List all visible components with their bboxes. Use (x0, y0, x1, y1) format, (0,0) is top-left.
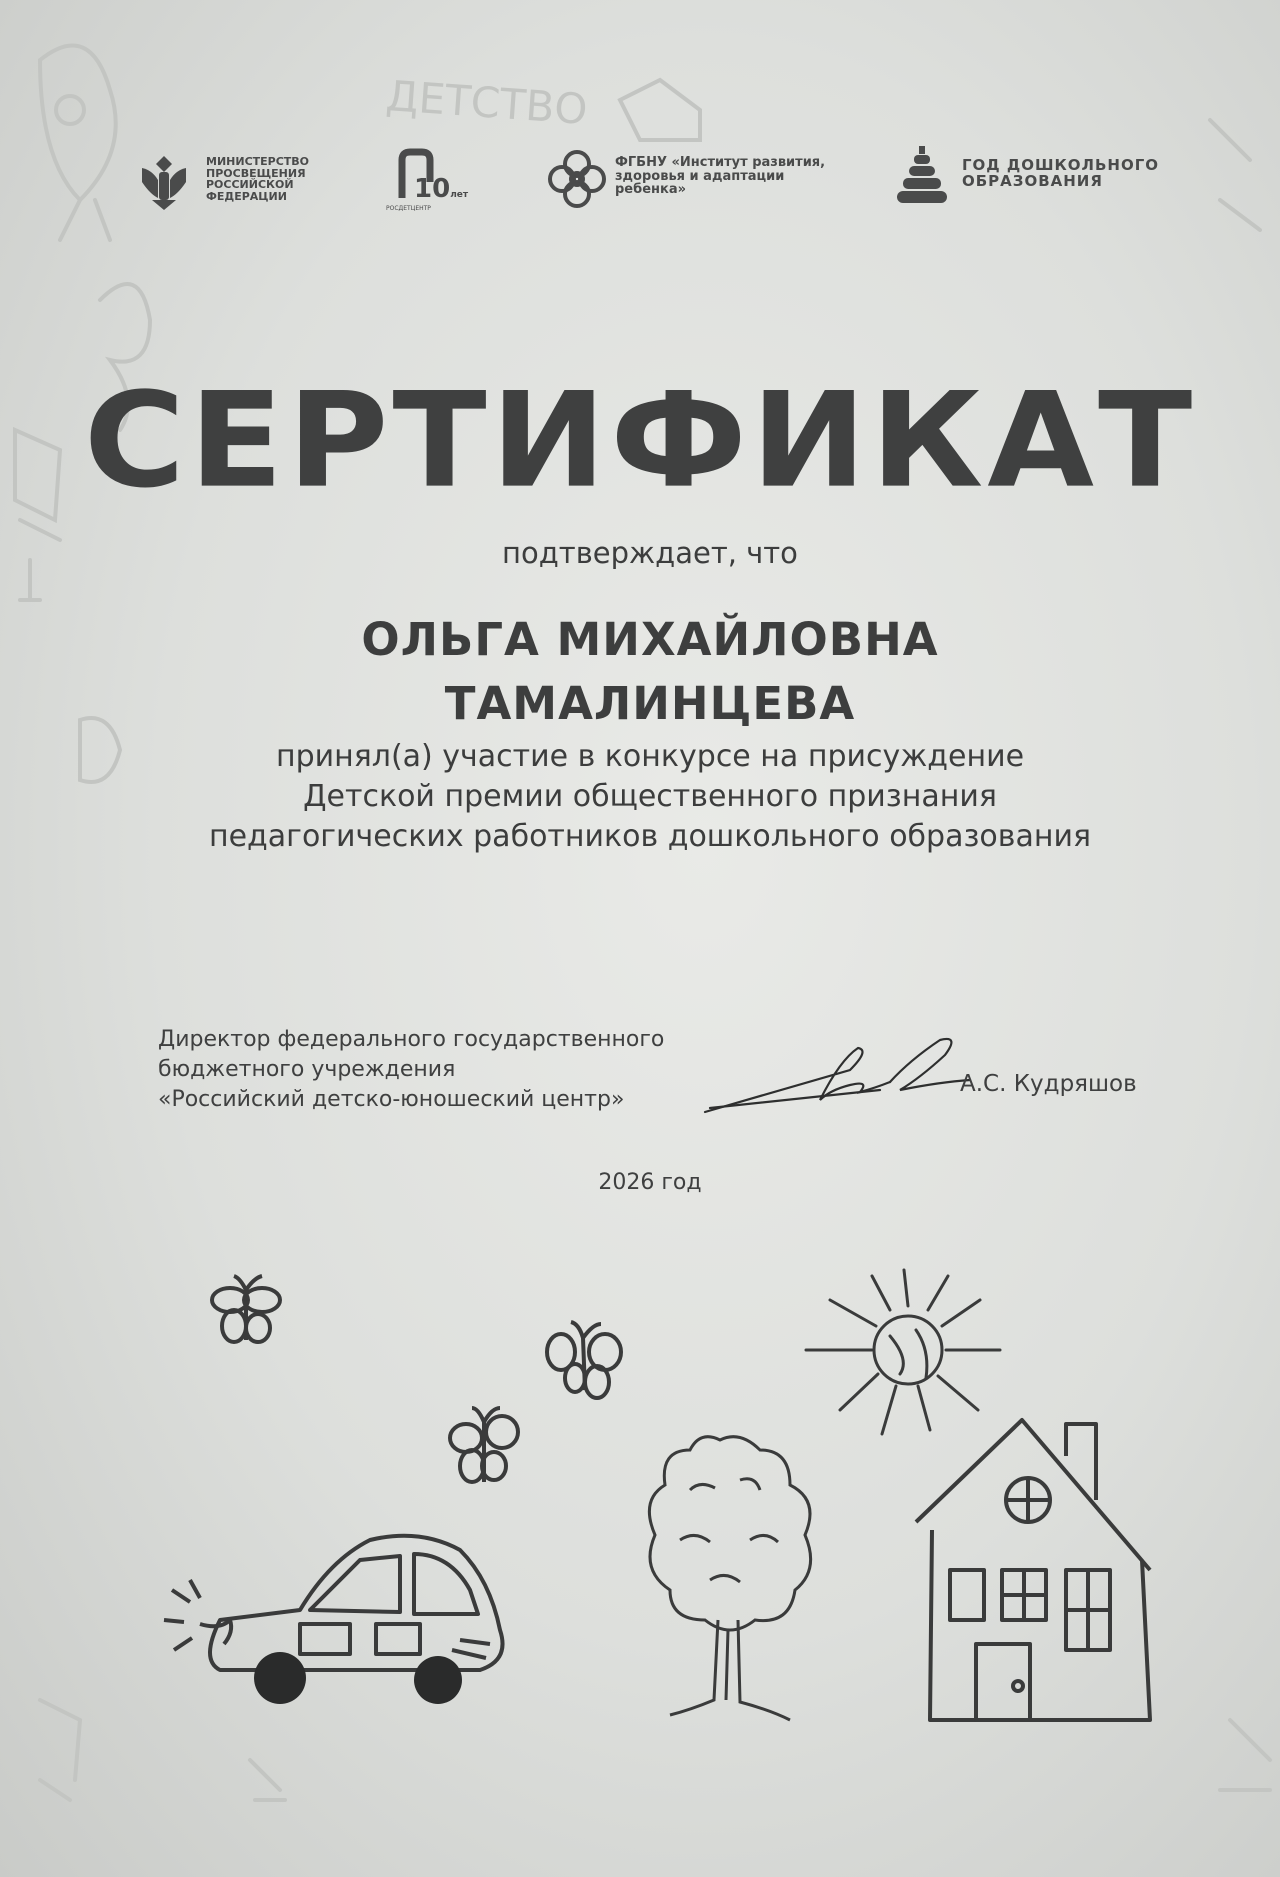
certificate-subtitle: подтверждает, что (502, 536, 798, 570)
ten-years-badge (414, 176, 468, 203)
ten-years-number: 10 (414, 174, 451, 204)
director-line-3: «Российский детско-юношеский центр» (158, 1087, 625, 1112)
institute-logo-text (615, 156, 825, 197)
certificate-year: 2026 год (598, 1170, 702, 1195)
butterfly-icon (535, 1318, 635, 1408)
director-line-1: Директор федерального государственного (158, 1027, 665, 1052)
year-of-preschool-text (962, 158, 1159, 190)
ten-years-suffix: лет (450, 190, 469, 200)
car-wheel-front (254, 1652, 306, 1704)
certificate-body (0, 737, 1280, 857)
house-icon (910, 1400, 1160, 1720)
institute-line-2: здоровья и адаптации (615, 168, 785, 184)
signer-name: А.С. Кудряшов (960, 1071, 1137, 1097)
recipient-name (0, 608, 1280, 736)
car-icon (160, 1520, 520, 1720)
background-scribble-text: ДЕТСТВО (384, 71, 590, 135)
body-line-1: принял(а) участие в конкурсе на присуждение (275, 739, 1025, 774)
ministry-line-2: ПРОСВЕЩЕНИЯ (206, 166, 306, 180)
ministry-logo-text (206, 156, 309, 202)
ministry-line-3: РОССИЙСКОЙ (206, 178, 294, 192)
body-line-3: педагогических работников дошкольного образования (208, 819, 1092, 854)
handwritten-signature (700, 1030, 970, 1120)
recipient-name-line-2: ТАМАЛИНЦЕВА (444, 677, 856, 730)
rosdetcenter-caption: РОСДЕТЦЕНТР (386, 205, 431, 212)
ministry-line-4: ФЕДЕРАЦИИ (206, 189, 287, 203)
car-wheel-rear (414, 1656, 462, 1704)
director-title (158, 1025, 664, 1115)
director-line-2: бюджетного учреждения (158, 1057, 456, 1082)
tree-icon (640, 1430, 820, 1730)
year-of-preschool-line-2: ОБРАЗОВАНИЯ (962, 171, 1103, 190)
certificate-title: СЕРТИФИКАТ (83, 364, 1197, 517)
ministry-emblem-icon (132, 150, 196, 214)
butterfly-icon (436, 1400, 536, 1500)
institute-flower-icon (546, 148, 608, 210)
institute-line-3: ребенка» (615, 182, 686, 198)
pyramid-toy-icon (892, 146, 952, 208)
recipient-name-line-1: ОЛЬГА МИХАЙЛОВНА (361, 613, 939, 666)
ministry-line-1: МИНИСТЕРСТВО (206, 155, 310, 168)
butterfly-icon (200, 1270, 300, 1360)
institute-line-1: ФГБНУ «Институт развития, (615, 155, 826, 170)
year-of-preschool-line-1: ГОД ДОШКОЛЬНОГО (962, 156, 1160, 174)
body-line-2: Детской премии общественного признания (303, 779, 997, 814)
